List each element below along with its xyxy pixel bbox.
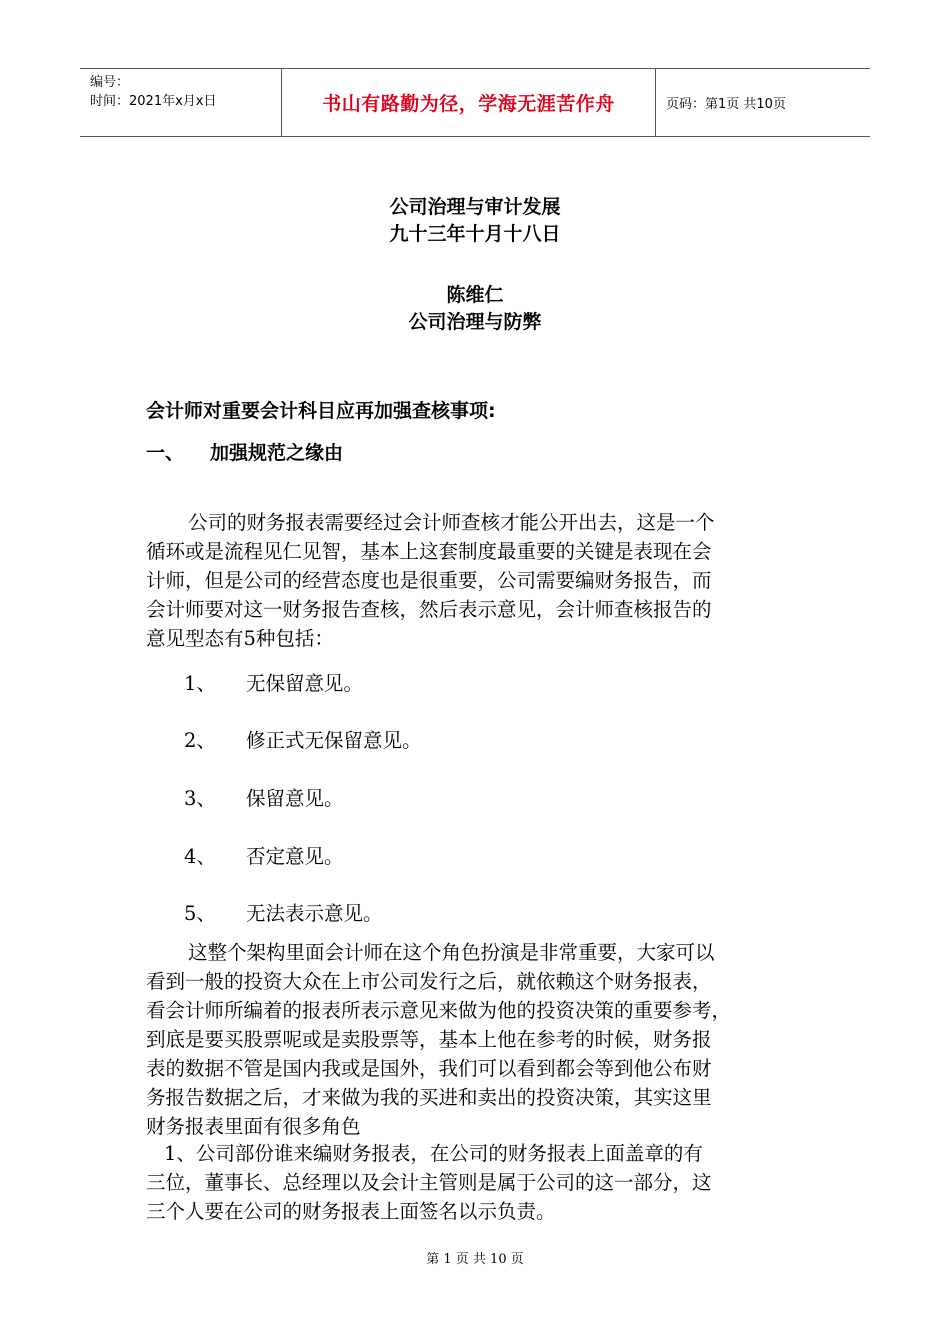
opinion-number: 2、 xyxy=(184,729,216,752)
paragraph-1 xyxy=(146,508,806,653)
paragraph-line: 循环或是流程见仁见智，基本上这套制度最重要的关键是表现在会 xyxy=(146,540,712,563)
header-page-info: 页码：第1页 共10页 xyxy=(666,97,786,112)
header-table xyxy=(80,68,870,137)
opinion-item-3 xyxy=(184,783,344,811)
opinion-item-5 xyxy=(184,898,383,926)
paragraph-line: 财务报表里面有很多角色 xyxy=(146,1115,361,1138)
paragraph-line: 表的数据不管是国内我或是国外，我们可以看到都会等到他公布财 xyxy=(146,1057,712,1080)
opinion-text: 保留意见。 xyxy=(246,787,344,810)
number-label: 编号： xyxy=(90,75,130,90)
document-date: 九十三年十月十八日 xyxy=(389,223,561,245)
paragraph-line: 三个人要在公司的财务报表上面签名以示负责。 xyxy=(146,1200,556,1223)
document-subtitle: 公司治理与防弊 xyxy=(408,311,542,333)
opinion-text: 无保留意见。 xyxy=(246,672,364,695)
paragraph-line: 计师，但是公司的经营态度也是很重要，公司需要编财务报告，而 xyxy=(146,569,712,592)
opinion-number: 1、 xyxy=(184,672,216,695)
paragraph-2 xyxy=(146,938,806,1141)
paragraph-line: 1、公司部份谁来编财务报表，在公司的财务报表上面盖章的有 xyxy=(164,1142,703,1165)
paragraph-line: 看会计师所编着的报表所表示意见来做为他的投资决策的重要参考， xyxy=(146,999,732,1022)
section-1-title: 加强规范之缘由 xyxy=(210,442,344,464)
opinion-text: 无法表示意见。 xyxy=(246,902,383,925)
opinion-number: 3、 xyxy=(184,787,216,810)
opinion-text: 修正式无保留意见。 xyxy=(246,729,422,752)
paragraph-line: 这整个架构里面会计师在这个角色扮演是非常重要，大家可以 xyxy=(188,941,715,964)
document-title: 公司治理与审计发展 xyxy=(389,196,561,218)
paragraph-line: 会计师要对这一财务报告查核，然后表示意见，会计师查核报告的 xyxy=(146,598,712,621)
opinion-item-2 xyxy=(184,725,422,753)
paragraph-line: 意见型态有5种包括： xyxy=(146,627,334,650)
author-block xyxy=(0,282,950,336)
page-footer: 第 1 页 共 10 页 xyxy=(426,1252,524,1267)
paragraph-line: 看到一般的投资大众在上市公司发行之后，就依赖这个财务报表， xyxy=(146,970,712,993)
time-label: 时间：2021年x月x日 xyxy=(90,94,217,109)
paragraph-3 xyxy=(146,1139,806,1226)
opinion-number: 4、 xyxy=(184,845,216,868)
header-meta-cell xyxy=(80,69,282,136)
opinion-item-4 xyxy=(184,841,344,869)
opinion-number: 5、 xyxy=(184,902,216,925)
section-heading: 会计师对重要会计科目应再加强查核事项: xyxy=(146,400,496,422)
paragraph-line: 到底是要买股票呢或是卖股票等，基本上他在参考的时候，财务报 xyxy=(146,1028,712,1051)
section-1-heading xyxy=(146,438,343,465)
author-name: 陈维仁 xyxy=(446,284,504,306)
opinion-text: 否定意见。 xyxy=(246,845,344,868)
paragraph-line: 公司的财务报表需要经过会计师查核才能公开出去，这是一个 xyxy=(188,511,715,534)
paragraph-line: 三位，董事长、总经理以及会计主管则是属于公司的这一部分，这 xyxy=(146,1171,712,1194)
header-motto: 书山有路勤为径，学海无涯苦作舟 xyxy=(282,69,656,136)
opinion-item-1 xyxy=(184,668,363,696)
paragraph-line: 务报告数据之后，才来做为我的买进和卖出的投资决策，其实这里 xyxy=(146,1086,712,1109)
title-block xyxy=(0,194,950,248)
section-1-number: 一、 xyxy=(146,442,185,464)
